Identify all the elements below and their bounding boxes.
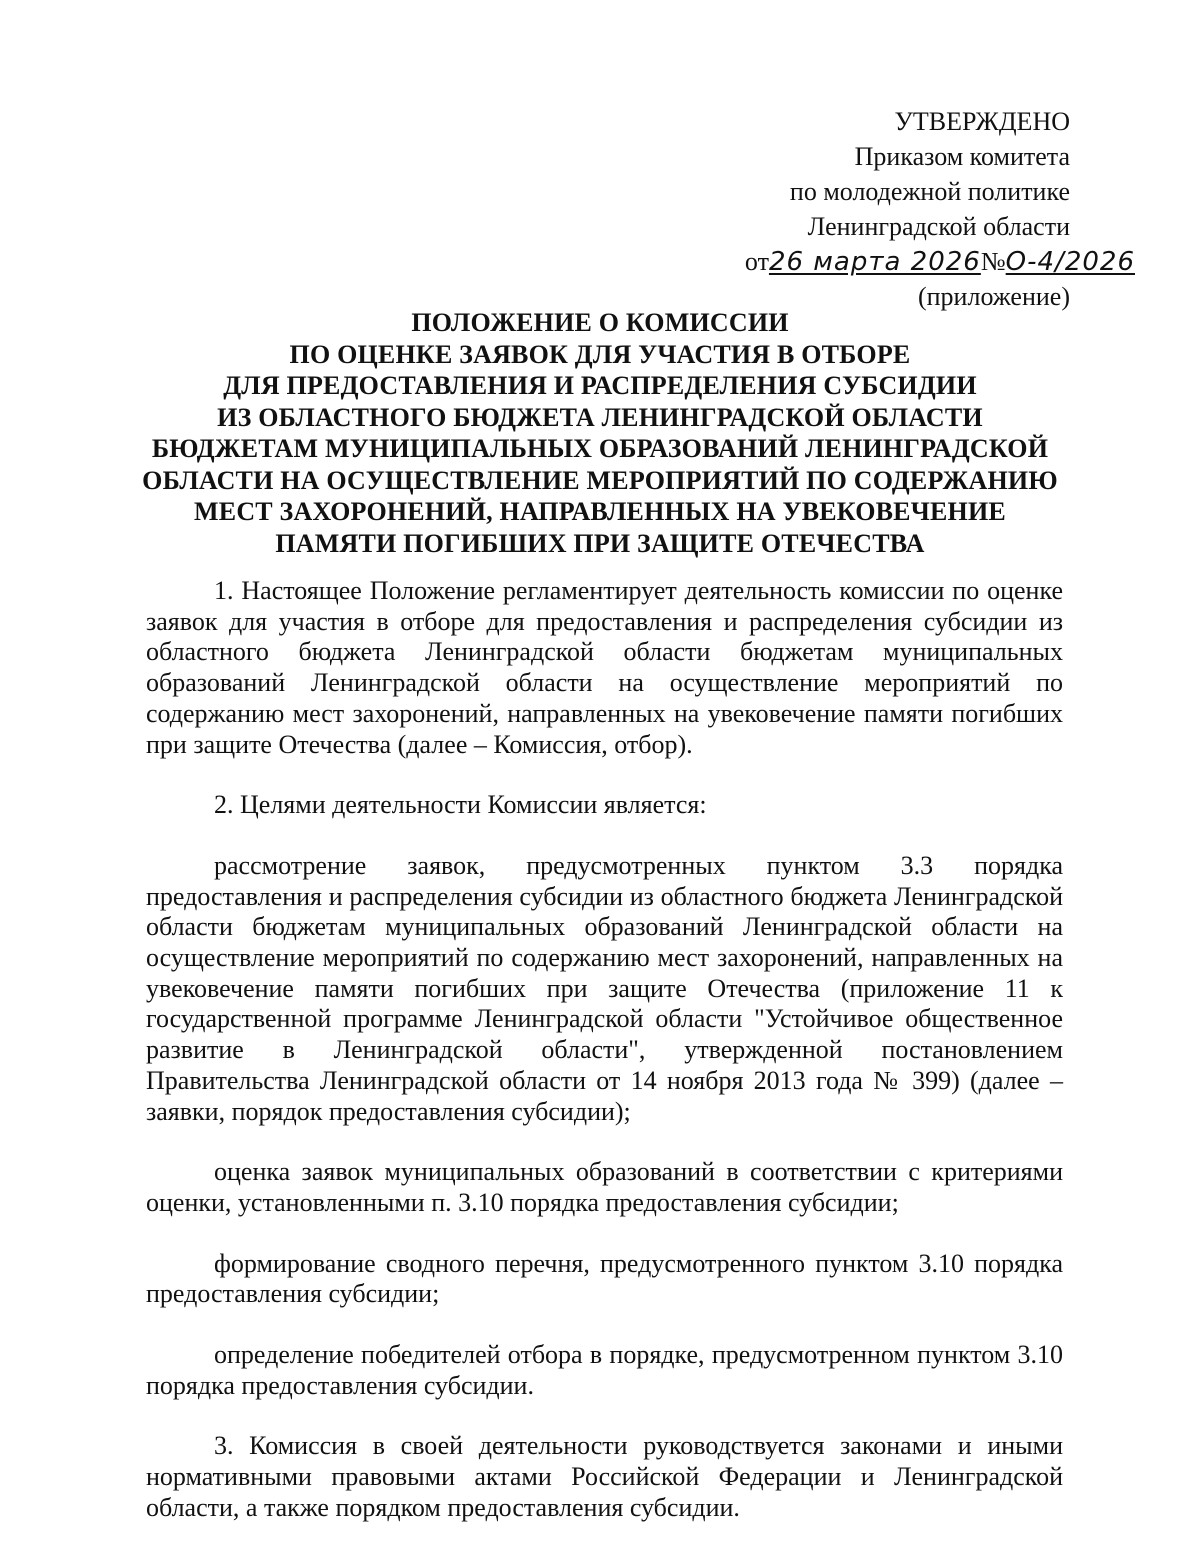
approval-handwritten-number: О-4/2026 bbox=[1005, 247, 1135, 277]
approval-region-line: Ленинградской области bbox=[807, 212, 1070, 241]
document-title bbox=[140, 307, 1060, 559]
approval-number-prefix: № bbox=[980, 247, 1006, 276]
approval-handwritten-date: 26 марта 2026 bbox=[768, 247, 981, 277]
approval-appendix-label: (приложение) bbox=[917, 282, 1070, 311]
approval-order-line: Приказом комитета bbox=[854, 142, 1070, 171]
title-line: ПОЛОЖЕНИЕ О КОМИССИИ bbox=[411, 308, 789, 337]
approval-stamp-block bbox=[650, 104, 1135, 314]
title-line: ДЛЯ ПРЕДОСТАВЛЕНИЯ И РАСПРЕДЕЛЕНИЯ СУБСИДИИ bbox=[223, 371, 977, 400]
paragraph-3: 3. Комиссия в своей деятельности руководствуется законами и иными нормативными правовыми актами Российской Федерации и Ленинградской области, а также порядком предоставления субсидии. bbox=[146, 1431, 1063, 1522]
approval-date-prefix: от bbox=[744, 247, 769, 276]
title-line: БЮДЖЕТАМ МУНИЦИПАЛЬНЫХ ОБРАЗОВАНИЙ ЛЕНИНГРАДСКОЙ bbox=[151, 434, 1049, 463]
approval-date-number-line bbox=[715, 244, 1135, 279]
paragraph-2: 2. Целями деятельности Комиссии является: bbox=[214, 790, 707, 820]
title-line: ПАМЯТИ ПОГИБШИХ ПРИ ЗАЩИТЕ ОТЕЧЕСТВА bbox=[275, 528, 925, 558]
paragraph-2-item-winners: определение победителей отбора в порядке, предусмотренном пунктом 3.10 порядка предоставления субсидии. bbox=[146, 1340, 1063, 1400]
title-line: ОБЛАСТИ НА ОСУЩЕСТВЛЕНИЕ МЕРОПРИЯТИЙ ПО СОДЕРЖАНИЮ bbox=[142, 465, 1058, 495]
title-line: ПО ОЦЕНКЕ ЗАЯВОК ДЛЯ УЧАСТИЯ В ОТБОРЕ bbox=[289, 339, 911, 369]
title-line: ИЗ ОБЛАСТНОГО БЮДЖЕТА ЛЕНИНГРАДСКОЙ ОБЛАСТИ bbox=[217, 402, 983, 432]
paragraph-2-item-summary-list: формирование сводного перечня, предусмотренного пунктом 3.10 порядка предоставления субсидии; bbox=[146, 1248, 1063, 1309]
title-line: МЕСТ ЗАХОРОНЕНИЙ, НАПРАВЛЕННЫХ НА УВЕКОВЕЧЕНИЕ bbox=[194, 497, 1006, 526]
document-body bbox=[146, 576, 1063, 1554]
approval-committee-line: по молодежной политике bbox=[789, 177, 1070, 206]
approval-heading: УТВЕРЖДЕНО bbox=[894, 107, 1070, 136]
paragraph-2-item-review: рассмотрение заявок, предусмотренных пунктом 3.3 порядка предоставления и распределения субсидии из областного бюджета Ленинградской области бюджетам муниципальных образований Ленинградской области на осуществление мероприятий по содержанию мест захоронений, направленных на увековечение памяти погибших при защите Отечества (приложение 11 к государственной программе Ленинградской области "Устойчивое общественное развитие в Ленинградской области", утвержденной постановлением Правительства Ленинградской области от 14 ноября 2013 года № 399) (далее – заявки, порядок предоставления субсидии); bbox=[146, 850, 1063, 1126]
paragraph-2-item-evaluation: оценка заявок муниципальных образований в соответствии с критериями оценки, установленными п. 3.10 порядка предоставления субсидии; bbox=[146, 1157, 1063, 1217]
paragraph-1: 1. Настоящее Положение регламентирует деятельность комиссии по оценке заявок для участия в отборе для предоставления и распределения субсидии из областного бюджета Ленинградской области бюджетам муниципальных образований Ленинградской области на осуществление мероприятий по содержанию мест захоронений, направленных на увековечение памяти погибших при защите Отечества (далее – Комиссия, отбор). bbox=[146, 576, 1063, 759]
